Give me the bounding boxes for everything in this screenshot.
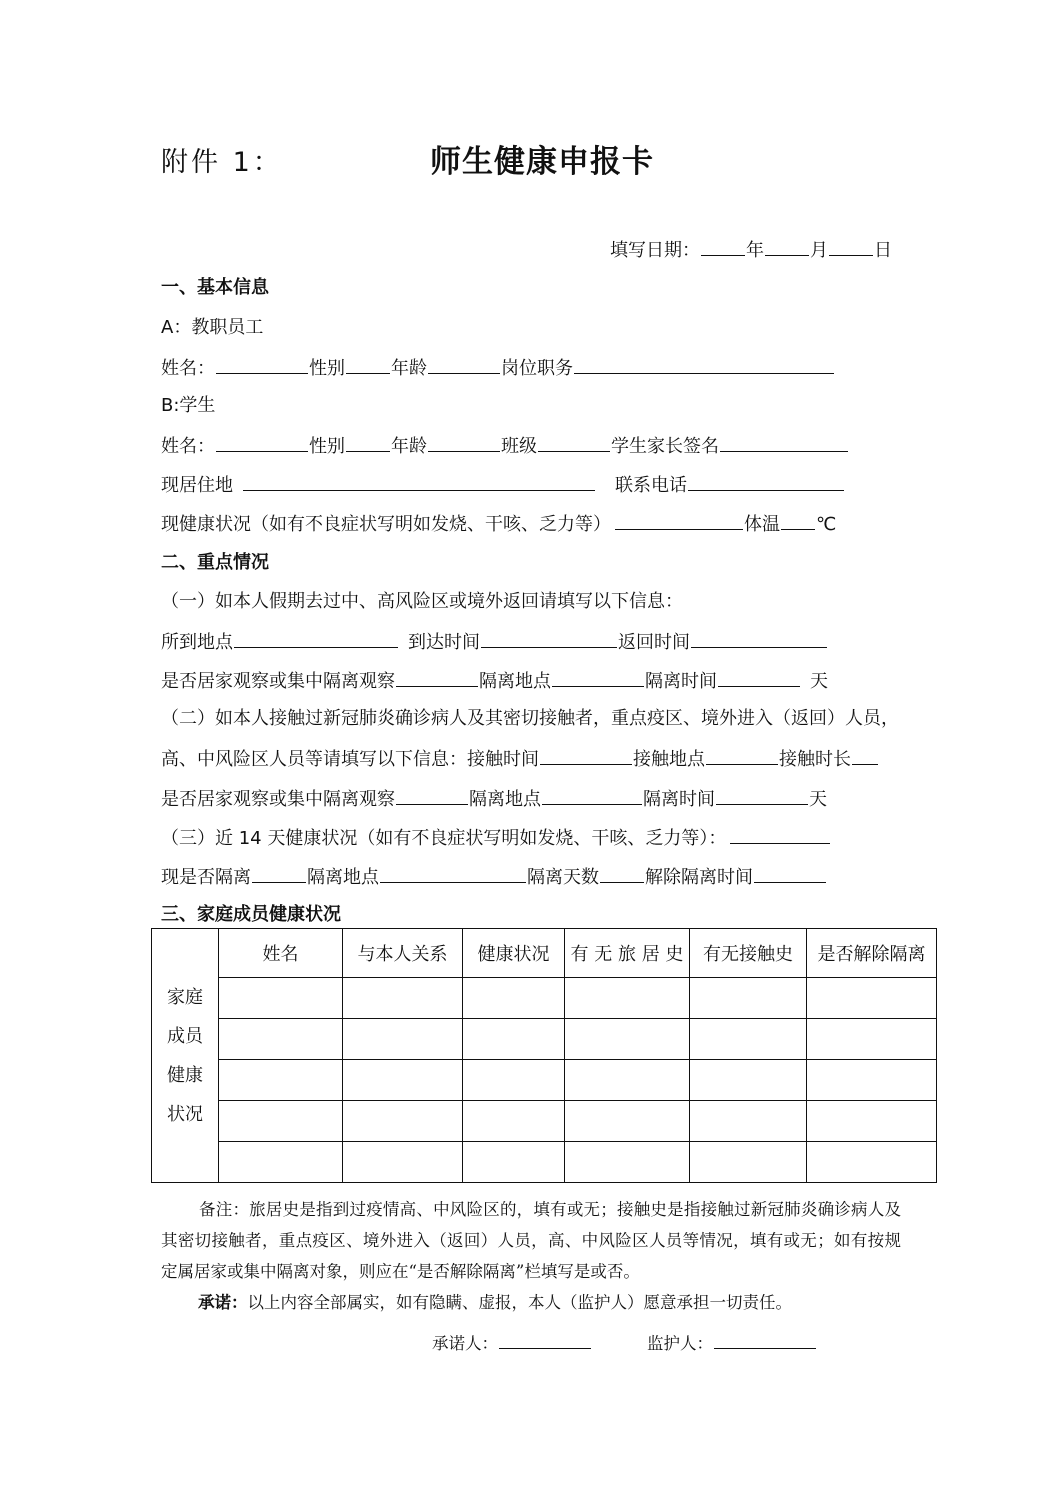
isolation-days-field[interactable] — [600, 864, 644, 883]
isolation-place-field-2[interactable] — [542, 786, 642, 805]
col-header-health: 健康状况 — [463, 929, 565, 978]
return-field[interactable] — [691, 629, 827, 648]
pledge-row — [198, 1291, 792, 1315]
item3-row — [161, 825, 831, 851]
table-cell[interactable] — [219, 1101, 343, 1142]
table-cell[interactable] — [463, 1101, 565, 1142]
table-cell[interactable] — [219, 978, 343, 1019]
section2-heading: 二、重点情况 — [161, 552, 269, 573]
family-health-table — [151, 928, 937, 1183]
address-field[interactable] — [243, 472, 595, 491]
observe-field-2[interactable] — [396, 786, 468, 805]
address-label: 现居住地 — [161, 475, 233, 496]
item3-label: （三）近 14 天健康状况（如有不良症状写明如发烧、干咳、乏力等）： — [161, 828, 727, 849]
staff-age-field[interactable] — [428, 355, 500, 374]
side-label-line: 健康 — [167, 1064, 203, 1086]
table-row — [152, 978, 937, 1019]
isolation-place-label: 隔离地点 — [479, 671, 551, 692]
isolation-place-field[interactable] — [552, 668, 644, 687]
fill-date-label: 填写日期： — [610, 240, 700, 261]
destination-label: 所到地点 — [161, 632, 233, 653]
item1-intro: （一）如本人假期去过中、高风险区或境外返回请填写以下信息： — [161, 591, 683, 612]
table-cell[interactable] — [565, 1101, 690, 1142]
table-cell[interactable] — [690, 1101, 807, 1142]
position-label: 岗位职务 — [501, 358, 573, 379]
phone-field[interactable] — [688, 472, 844, 491]
table-cell[interactable] — [463, 1142, 565, 1183]
staff-label: A：教职员工 — [161, 317, 264, 338]
destination-field[interactable] — [234, 629, 398, 648]
table-cell[interactable] — [807, 1142, 937, 1183]
health-row — [161, 511, 836, 537]
staff-gender-field[interactable] — [346, 355, 390, 374]
table-cell[interactable] — [807, 1101, 937, 1142]
contact-duration-field[interactable] — [852, 746, 878, 765]
side-label-line: 家庭 — [167, 986, 203, 1008]
col-header-name: 姓名 — [219, 929, 343, 978]
table-cell[interactable] — [463, 978, 565, 1019]
month-label: 月 — [810, 240, 828, 261]
table-cell[interactable] — [690, 1060, 807, 1101]
isolation-time-label: 隔离时间 — [643, 789, 715, 810]
staff-name-field[interactable] — [216, 355, 308, 374]
year-blank[interactable] — [701, 237, 745, 256]
contact-duration-label: 接触时长 — [779, 749, 851, 770]
page-title: 师生健康申报卡 — [430, 144, 654, 180]
gender-label: 性别 — [309, 436, 345, 457]
contact-place-field[interactable] — [706, 746, 778, 765]
table-cell[interactable] — [343, 1101, 463, 1142]
temp-unit: ℃ — [816, 514, 837, 535]
isolation-time-label: 隔离时间 — [645, 671, 717, 692]
month-blank[interactable] — [765, 237, 809, 256]
name-label: 姓名： — [161, 436, 215, 457]
age-label: 年龄 — [391, 436, 427, 457]
signature-row — [432, 1330, 817, 1356]
item2-row2 — [161, 786, 827, 812]
table-cell[interactable] — [690, 978, 807, 1019]
pledge-label: 承诺： — [198, 1293, 248, 1312]
table-cell[interactable] — [343, 1019, 463, 1060]
guardian-label: 监护人： — [647, 1334, 713, 1353]
table-cell[interactable] — [219, 1142, 343, 1183]
phone-label: 联系电话 — [615, 475, 687, 496]
family-side-label — [152, 929, 219, 1183]
pledge-text: 以上内容全部属实，如有隐瞒、虚报，本人（监护人）愿意承担一切责任。 — [247, 1293, 792, 1312]
health-field[interactable] — [615, 511, 743, 530]
pledger-field[interactable] — [499, 1330, 591, 1349]
table-cell[interactable] — [690, 1142, 807, 1183]
guardian-field[interactable] — [714, 1330, 816, 1349]
temperature-label: 体温 — [744, 514, 780, 535]
table-row — [152, 1019, 937, 1060]
days-label: 天 — [809, 789, 827, 810]
table-cell[interactable] — [565, 1060, 690, 1101]
side-label-line: 成员 — [167, 1025, 203, 1047]
isolation-days-label: 隔离天数 — [527, 867, 599, 888]
isolation-place-label: 隔离地点 — [307, 867, 379, 888]
isolated-now-field[interactable] — [252, 864, 306, 883]
release-time-field[interactable] — [754, 864, 826, 883]
section1-heading: 一、基本信息 — [161, 277, 269, 298]
col-header-travel: 有 无 旅 居 史 — [565, 929, 690, 978]
arrival-label: 到达时间 — [408, 632, 480, 653]
item1-row1 — [161, 629, 828, 655]
staff-position-field[interactable] — [574, 355, 834, 374]
student-label: B:学生 — [161, 395, 216, 416]
table-row — [152, 1060, 937, 1101]
health-label: 现健康状况（如有不良症状写明如发烧、干咳、乏力等） — [161, 514, 611, 535]
table-cell[interactable] — [219, 1060, 343, 1101]
isolation-now-row — [161, 864, 827, 890]
pledger-label: 承诺人： — [432, 1334, 498, 1353]
student-gender-field[interactable] — [346, 433, 390, 452]
item3-field[interactable] — [730, 825, 830, 844]
table-cell[interactable] — [565, 978, 690, 1019]
col-header-contact: 有无接触史 — [690, 929, 807, 978]
temperature-field[interactable] — [781, 511, 815, 530]
observe-label: 是否居家观察或集中隔离观察 — [161, 789, 395, 810]
return-label: 返回时间 — [618, 632, 690, 653]
day-label: 日 — [874, 240, 892, 261]
contact-time-label: 接触时间 — [467, 749, 539, 770]
year-label: 年 — [746, 240, 764, 261]
observe-label: 是否居家观察或集中隔离观察 — [161, 671, 395, 692]
observe-field[interactable] — [396, 668, 478, 687]
table-cell[interactable] — [343, 1142, 463, 1183]
table-cell[interactable] — [565, 1142, 690, 1183]
table-cell[interactable] — [463, 1019, 565, 1060]
attachment-label: 附件 1： — [161, 147, 283, 178]
isolation-place-label: 隔离地点 — [469, 789, 541, 810]
section3-heading: 三、家庭成员健康状况 — [161, 904, 341, 925]
parent-sign-label: 学生家长签名 — [611, 436, 719, 457]
day-blank[interactable] — [829, 237, 873, 256]
side-label-line: 状况 — [167, 1103, 203, 1125]
fill-date-row — [610, 237, 892, 263]
contact-place-label: 接触地点 — [633, 749, 705, 770]
isolation-place-field-3[interactable] — [380, 864, 526, 883]
parent-sign-field[interactable] — [720, 433, 848, 452]
student-age-field[interactable] — [428, 433, 500, 452]
table-header-row — [152, 929, 937, 978]
table-cell[interactable] — [807, 1019, 937, 1060]
isolation-time-field[interactable] — [718, 668, 800, 687]
address-row — [161, 472, 845, 498]
table-cell[interactable] — [690, 1019, 807, 1060]
isolated-now-label: 现是否隔离 — [161, 867, 251, 888]
item2-intro: （二）如本人接触过新冠肺炎确诊病人及其密切接触者，重点疫区、境外进入（返回）人员， — [161, 708, 899, 729]
col-header-released: 是否解除隔离 — [807, 929, 937, 978]
table-cell[interactable] — [343, 1060, 463, 1101]
table-cell[interactable] — [807, 1060, 937, 1101]
item2-cont: 高、中风险区人员等请填写以下信息： — [161, 749, 467, 770]
item1-row2 — [161, 668, 828, 694]
isolation-time-field-2[interactable] — [716, 786, 808, 805]
gender-label: 性别 — [309, 358, 345, 379]
class-field[interactable] — [538, 433, 610, 452]
contact-time-field[interactable] — [540, 746, 632, 765]
name-label: 姓名： — [161, 358, 215, 379]
table-row — [152, 1142, 937, 1183]
col-header-relation: 与本人关系 — [343, 929, 463, 978]
item2-row1 — [161, 746, 879, 772]
table-cell[interactable] — [463, 1060, 565, 1101]
table-cell[interactable] — [343, 978, 463, 1019]
student-row — [161, 433, 849, 459]
table-cell[interactable] — [219, 1019, 343, 1060]
class-label: 班级 — [501, 436, 537, 457]
arrival-field[interactable] — [481, 629, 617, 648]
age-label: 年龄 — [391, 358, 427, 379]
table-cell[interactable] — [565, 1019, 690, 1060]
student-name-field[interactable] — [216, 433, 308, 452]
days-label: 天 — [810, 671, 828, 692]
release-time-label: 解除隔离时间 — [645, 867, 753, 888]
table-cell[interactable] — [807, 978, 937, 1019]
staff-row — [161, 355, 835, 381]
remark-note: 备注：旅居史是指到过疫情高、中风险区的，填有或无；接触史是指接触过新冠肺炎确诊病人及其密切接触者，重点疫区、境外进入（返回）人员，高、中风险区人员等情况，填有或无；如有按规定属居家或集中隔离对象，则应在“是否解除隔离”栏填写是或否。 — [161, 1200, 901, 1281]
table-row — [152, 1101, 937, 1142]
